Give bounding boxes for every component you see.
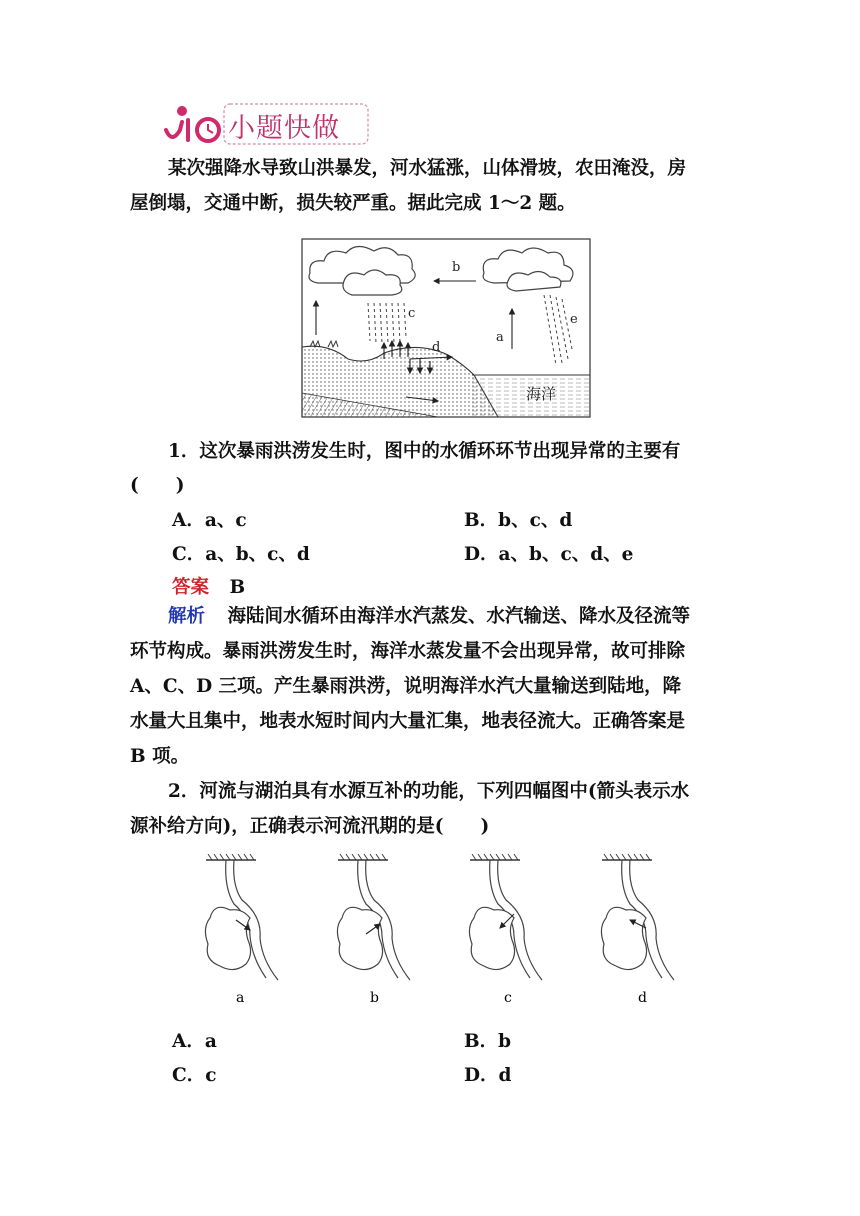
q2-stem-line-2: 源补给方向)，正确表示河流汛期的是( ): [130, 816, 490, 837]
panel-d: [601, 854, 674, 1006]
panel-label-d: d: [638, 990, 647, 1006]
panel-label-a: a: [236, 990, 245, 1006]
q2-option-d: D．d: [464, 1065, 512, 1086]
section-title: 小题快做: [228, 113, 340, 144]
q1-explanation-line-4: 水量大且集中，地表水短时间内大量汇集，地表径流大。正确答案是: [130, 711, 686, 732]
water-cycle-diagram: [288, 225, 602, 427]
panel-label-c: c: [504, 990, 512, 1006]
q1-option-d: D．a、b、c、d、e: [464, 544, 634, 565]
q1-explanation-line-5: B 项。: [130, 746, 190, 767]
label-ocean: 海洋: [526, 385, 557, 403]
intro-line-2: 屋倒塌，交通中断，损失较严重。据此完成 1～2 题。: [130, 193, 576, 214]
answer-label: 答案: [172, 577, 210, 598]
q2-option-b: B．b: [464, 1031, 512, 1052]
q2-option-a: A．a: [172, 1031, 217, 1052]
q1-stem-line-2: ( ): [130, 475, 185, 496]
q1-explanation-line-1: [130, 600, 730, 634]
q1-explanation-line-3: A、C、D 三项。产生暴雨洪涝，说明海洋水汽大量输送到陆地，降: [130, 676, 682, 697]
q2-stem-line-1: 2．河流与湖泊具有水源互补的功能，下列四幅图中(箭头表示水: [168, 781, 690, 802]
label-c: c: [408, 306, 416, 321]
intro-line-1: 某次强降水导致山洪暴发，河水猛涨，山体滑坡，农田淹没，房: [168, 158, 687, 179]
label-a: a: [496, 330, 504, 345]
q1-explanation-line-2: 环节构成。暴雨洪涝发生时，海洋水蒸发量不会出现异常，故可排除: [130, 641, 686, 662]
river-lake-diagrams: [190, 848, 702, 1014]
label-e: e: [570, 312, 578, 327]
panel-b: [337, 854, 410, 1006]
q1-option-b: B．b、c、d: [464, 510, 573, 531]
answer-value: B: [229, 577, 246, 598]
label-b: b: [452, 260, 461, 275]
panel-c: [469, 854, 542, 1006]
panel-a: [205, 854, 278, 1006]
explanation-text-1: 海陆间水循环由海洋水汽蒸发、水汽输送、降水及径流等: [227, 606, 690, 627]
label-d: d: [432, 340, 441, 355]
q2-option-c: C．c: [172, 1065, 217, 1086]
q1-option-c: C．a、b、c、d: [172, 544, 310, 565]
explanation-label: 解析: [168, 606, 206, 627]
q1-answer: [172, 573, 245, 599]
q1-option-a: A．a、c: [172, 510, 247, 531]
q1-stem-line-1: 1．这次暴雨洪涝发生时，图中的水循环环节出现异常的主要有: [168, 441, 681, 462]
panel-label-b: b: [370, 990, 379, 1006]
